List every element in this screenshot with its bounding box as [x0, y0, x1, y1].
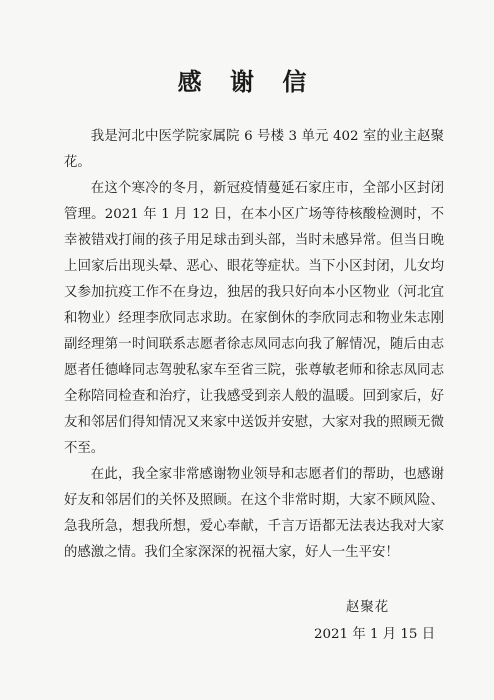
paragraph-thanks: 在此，我全家非常感谢物业领导和志愿者们的帮助，也感谢好友和邻居们的关怀及照顾。在这个非常时期，大家不顾风险、急我所急，想我所想，爱心奉献，千言万语都无法表达我对大家的感激之情。我们全家深深的祝福大家，好人一生平安！ [64, 467, 444, 560]
paragraph-story: 在这个寒冷的冬月，新冠疫情蔓延石家庄市，全部小区封闭管理。2021 年 1 月 12 日，在本小区广场等待核酸检测时，不幸被错戏打闹的孩子用足球击到头部，当时未感异常。但当日晚上回家后出现头晕、恶心、眼花等症状。当下小区封闭，儿女均又参加抗疫工作不在身边，独居的我只好向本小区物业（河北宜和物业）经理李欣同志求助。在家倒休的李欣同志和物业朱志刚副经理第一时间联系志愿者徐志凤同志向我了解情况，随后由志愿者任德峰同志驾驶私家车至省三院，张尊敏老师和徐志凤同志全称陪同检查和治疗，让我感受到亲人般的温暖。回到家后，好友和邻居们得知情况又来家中送饭并安慰，大家对我的照顾无微不至。 [64, 181, 444, 456]
letter-body [64, 124, 444, 566]
signature: 赵聚花 [346, 600, 390, 615]
paragraph-intro: 我是河北中医学院家属院 6 号楼 3 单元 402 室的业主赵聚花。 [64, 129, 444, 170]
letter-title: 感 谢 信 [177, 67, 317, 96]
letter-date: 2021 年 1 月 15 日 [314, 627, 436, 642]
